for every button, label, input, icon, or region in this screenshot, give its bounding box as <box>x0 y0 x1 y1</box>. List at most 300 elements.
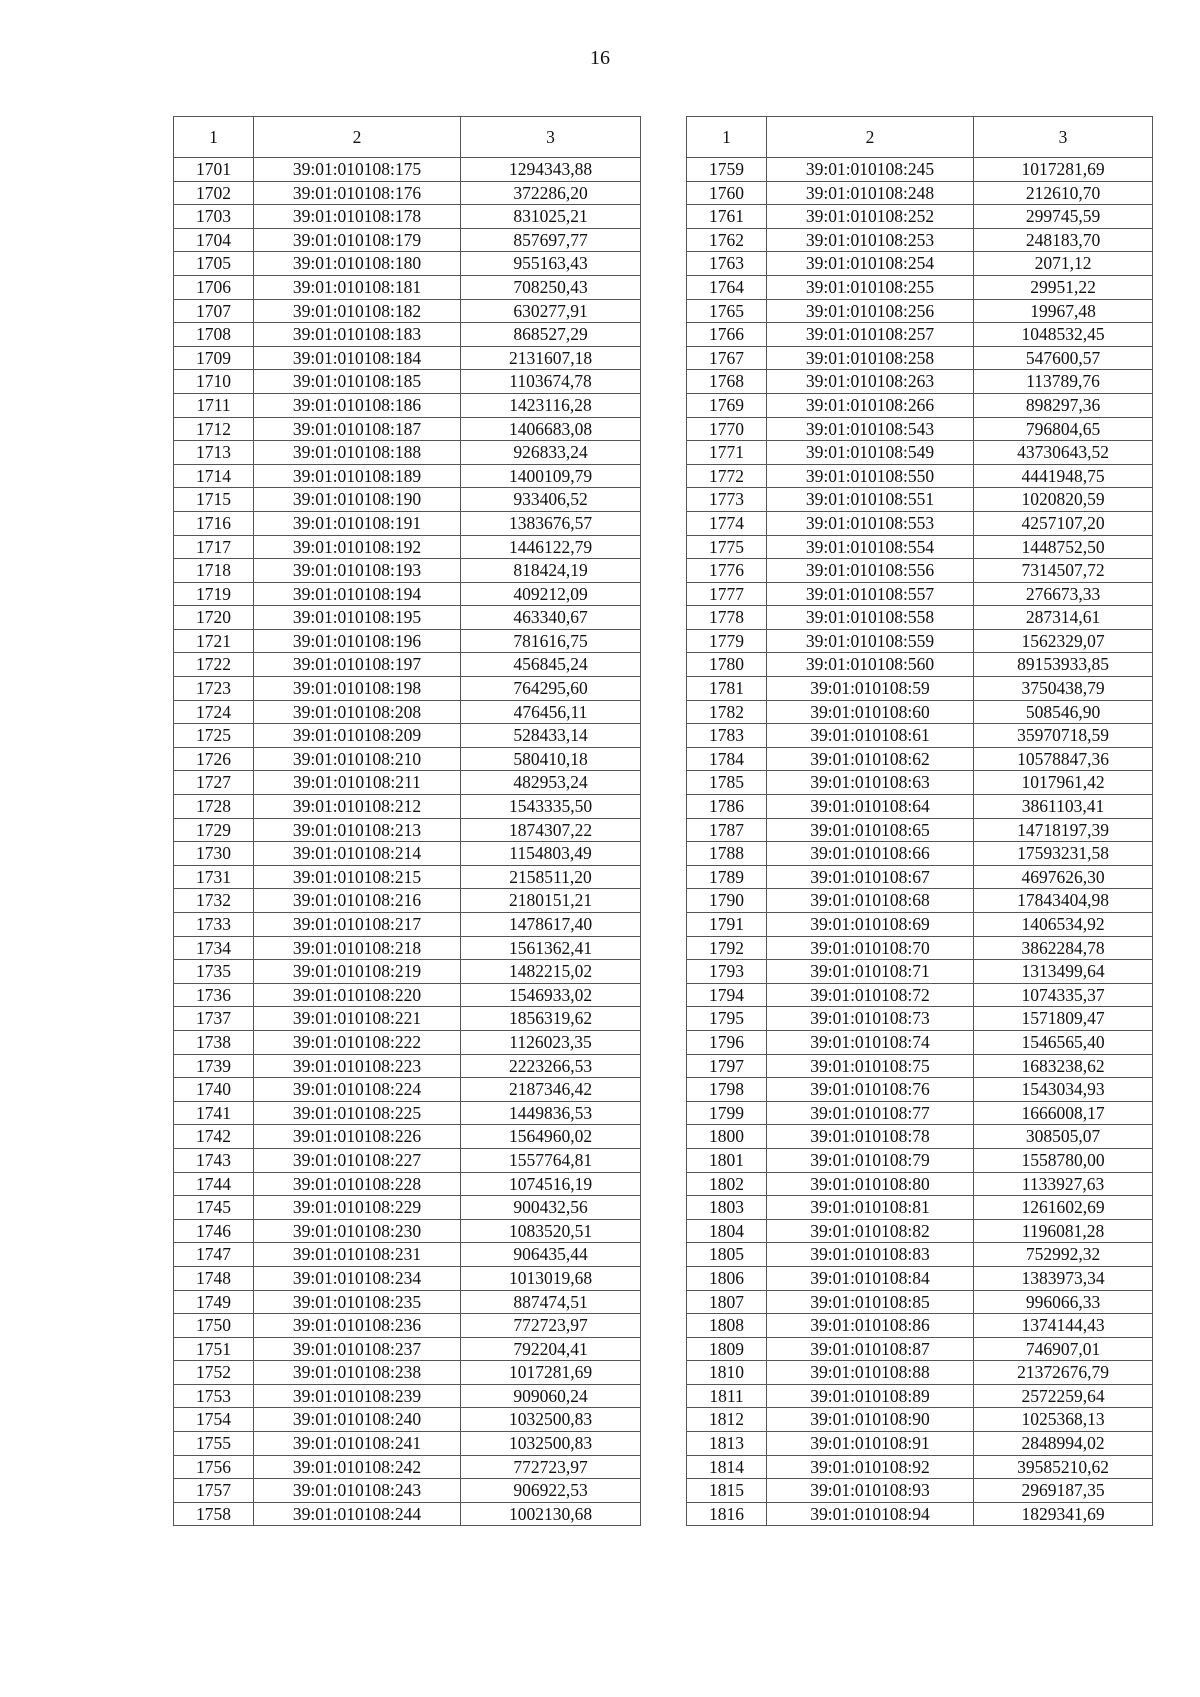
cell-row-number: 1716 <box>174 511 254 535</box>
cell-cadastral-number: 39:01:010108:225 <box>254 1101 461 1125</box>
cell-row-number: 1795 <box>687 1007 767 1031</box>
cell-value: 1543335,50 <box>461 795 641 819</box>
cell-row-number: 1729 <box>174 818 254 842</box>
table-row <box>687 323 1153 347</box>
cell-cadastral-number: 39:01:010108:62 <box>767 747 974 771</box>
cell-row-number: 1713 <box>174 441 254 465</box>
cell-value: 308505,07 <box>974 1125 1153 1149</box>
cell-row-number: 1722 <box>174 653 254 677</box>
cell-value: 955163,43 <box>461 252 641 276</box>
table-row <box>174 1054 641 1078</box>
cell-row-number: 1738 <box>174 1030 254 1054</box>
table-row <box>687 417 1153 441</box>
cell-value: 476456,11 <box>461 700 641 724</box>
table-row <box>687 1219 1153 1243</box>
table-row <box>174 1408 641 1432</box>
table-row <box>174 582 641 606</box>
cell-cadastral-number: 39:01:010108:183 <box>254 323 461 347</box>
table-row <box>687 275 1153 299</box>
cell-cadastral-number: 39:01:010108:550 <box>767 464 974 488</box>
cell-value: 1032500,83 <box>461 1432 641 1456</box>
cell-row-number: 1733 <box>174 913 254 937</box>
table-row <box>687 299 1153 323</box>
column-header-number: 1 <box>687 117 767 158</box>
cell-value: 1448752,50 <box>974 535 1153 559</box>
cell-cadastral-number: 39:01:010108:194 <box>254 582 461 606</box>
column-header-number: 1 <box>174 117 254 158</box>
cell-cadastral-number: 39:01:010108:248 <box>767 181 974 205</box>
cell-row-number: 1803 <box>687 1196 767 1220</box>
cell-row-number: 1815 <box>687 1479 767 1503</box>
cell-value: 933406,52 <box>461 488 641 512</box>
cell-value: 1666008,17 <box>974 1101 1153 1125</box>
table-row <box>174 1455 641 1479</box>
cell-cadastral-number: 39:01:010108:74 <box>767 1030 974 1054</box>
table-row <box>174 158 641 182</box>
cell-row-number: 1734 <box>174 936 254 960</box>
cell-cadastral-number: 39:01:010108:184 <box>254 346 461 370</box>
cell-value: 1313499,64 <box>974 960 1153 984</box>
cell-row-number: 1802 <box>687 1172 767 1196</box>
cell-value: 547600,57 <box>974 346 1153 370</box>
cell-cadastral-number: 39:01:010108:185 <box>254 370 461 394</box>
cell-cadastral-number: 39:01:010108:543 <box>767 417 974 441</box>
cell-cadastral-number: 39:01:010108:558 <box>767 606 974 630</box>
cell-row-number: 1715 <box>174 488 254 512</box>
cell-value: 857697,77 <box>461 228 641 252</box>
cell-row-number: 1797 <box>687 1054 767 1078</box>
cell-row-number: 1748 <box>174 1266 254 1290</box>
cell-cadastral-number: 39:01:010108:244 <box>254 1502 461 1526</box>
cell-cadastral-number: 39:01:010108:224 <box>254 1078 461 1102</box>
table-row <box>174 606 641 630</box>
cell-row-number: 1773 <box>687 488 767 512</box>
cell-cadastral-number: 39:01:010108:191 <box>254 511 461 535</box>
cell-value: 2572259,64 <box>974 1384 1153 1408</box>
table-row <box>174 1078 641 1102</box>
cell-value: 1294343,88 <box>461 158 641 182</box>
table-row <box>174 1337 641 1361</box>
cell-row-number: 1763 <box>687 252 767 276</box>
cell-value: 1048532,45 <box>974 323 1153 347</box>
cell-cadastral-number: 39:01:010108:222 <box>254 1030 461 1054</box>
table-row <box>687 370 1153 394</box>
table-row <box>174 323 641 347</box>
cell-value: 1482215,02 <box>461 960 641 984</box>
cell-cadastral-number: 39:01:010108:72 <box>767 983 974 1007</box>
cell-value: 1558780,00 <box>974 1148 1153 1172</box>
cell-row-number: 1781 <box>687 677 767 701</box>
cell-value: 906922,53 <box>461 1479 641 1503</box>
cell-row-number: 1719 <box>174 582 254 606</box>
cell-cadastral-number: 39:01:010108:89 <box>767 1384 974 1408</box>
cell-cadastral-number: 39:01:010108:186 <box>254 393 461 417</box>
cell-value: 463340,67 <box>461 606 641 630</box>
cell-row-number: 1753 <box>174 1384 254 1408</box>
cell-cadastral-number: 39:01:010108:80 <box>767 1172 974 1196</box>
cell-cadastral-number: 39:01:010108:221 <box>254 1007 461 1031</box>
cell-cadastral-number: 39:01:010108:59 <box>767 677 974 701</box>
table-row <box>174 747 641 771</box>
cell-value: 1133927,63 <box>974 1172 1153 1196</box>
cell-row-number: 1735 <box>174 960 254 984</box>
cell-value: 1126023,35 <box>461 1030 641 1054</box>
cell-cadastral-number: 39:01:010108:226 <box>254 1125 461 1149</box>
table-row <box>174 205 641 229</box>
column-header-cadastral-number: 2 <box>767 117 974 158</box>
table-row <box>174 559 641 583</box>
cell-cadastral-number: 39:01:010108:193 <box>254 559 461 583</box>
cell-row-number: 1745 <box>174 1196 254 1220</box>
cell-cadastral-number: 39:01:010108:211 <box>254 771 461 795</box>
table-row <box>687 228 1153 252</box>
cell-cadastral-number: 39:01:010108:63 <box>767 771 974 795</box>
cell-value: 772723,97 <box>461 1455 641 1479</box>
table-row <box>687 677 1153 701</box>
cell-row-number: 1766 <box>687 323 767 347</box>
cell-value: 926833,24 <box>461 441 641 465</box>
table-row <box>174 1125 641 1149</box>
cell-value: 2158511,20 <box>461 865 641 889</box>
cell-value: 17593231,58 <box>974 842 1153 866</box>
cell-value: 39585210,62 <box>974 1455 1153 1479</box>
cell-value: 906435,44 <box>461 1243 641 1267</box>
table-row <box>174 275 641 299</box>
cell-row-number: 1723 <box>174 677 254 701</box>
cell-row-number: 1785 <box>687 771 767 795</box>
cell-row-number: 1718 <box>174 559 254 583</box>
cell-row-number: 1778 <box>687 606 767 630</box>
cell-value: 2969187,35 <box>974 1479 1153 1503</box>
cell-cadastral-number: 39:01:010108:219 <box>254 960 461 984</box>
table-row <box>687 842 1153 866</box>
table-row <box>174 1266 641 1290</box>
cell-row-number: 1786 <box>687 795 767 819</box>
cell-row-number: 1770 <box>687 417 767 441</box>
cell-cadastral-number: 39:01:010108:215 <box>254 865 461 889</box>
table-row <box>687 441 1153 465</box>
cell-row-number: 1702 <box>174 181 254 205</box>
table-row <box>174 771 641 795</box>
cell-row-number: 1739 <box>174 1054 254 1078</box>
table-row <box>174 1148 641 1172</box>
cell-value: 2187346,42 <box>461 1078 641 1102</box>
table-row <box>174 1219 641 1243</box>
cell-row-number: 1765 <box>687 299 767 323</box>
cell-cadastral-number: 39:01:010108:79 <box>767 1148 974 1172</box>
cell-value: 772723,97 <box>461 1314 641 1338</box>
cell-row-number: 1796 <box>687 1030 767 1054</box>
table-row <box>687 1172 1153 1196</box>
table-row <box>687 1243 1153 1267</box>
cell-value: 10578847,36 <box>974 747 1153 771</box>
cell-row-number: 1776 <box>687 559 767 583</box>
cell-cadastral-number: 39:01:010108:69 <box>767 913 974 937</box>
cell-value: 89153933,85 <box>974 653 1153 677</box>
table-row <box>174 700 641 724</box>
cell-row-number: 1744 <box>174 1172 254 1196</box>
cell-value: 3861103,41 <box>974 795 1153 819</box>
cell-value: 1406534,92 <box>974 913 1153 937</box>
cell-value: 1374144,43 <box>974 1314 1153 1338</box>
cell-row-number: 1764 <box>687 275 767 299</box>
cell-value: 1013019,68 <box>461 1266 641 1290</box>
cell-cadastral-number: 39:01:010108:208 <box>254 700 461 724</box>
table-row <box>687 1479 1153 1503</box>
cell-row-number: 1720 <box>174 606 254 630</box>
cell-cadastral-number: 39:01:010108:175 <box>254 158 461 182</box>
cell-value: 2131607,18 <box>461 346 641 370</box>
header-row <box>174 117 641 158</box>
cell-cadastral-number: 39:01:010108:77 <box>767 1101 974 1125</box>
cell-row-number: 1769 <box>687 393 767 417</box>
cell-cadastral-number: 39:01:010108:214 <box>254 842 461 866</box>
cell-cadastral-number: 39:01:010108:230 <box>254 1219 461 1243</box>
cell-value: 1874307,22 <box>461 818 641 842</box>
cell-row-number: 1736 <box>174 983 254 1007</box>
cell-cadastral-number: 39:01:010108:88 <box>767 1361 974 1385</box>
cell-cadastral-number: 39:01:010108:94 <box>767 1502 974 1526</box>
cell-value: 831025,21 <box>461 205 641 229</box>
table-row <box>687 983 1153 1007</box>
cell-value: 1546933,02 <box>461 983 641 1007</box>
cell-value: 3750438,79 <box>974 677 1153 701</box>
cell-value: 1683238,62 <box>974 1054 1153 1078</box>
cell-value: 1074335,37 <box>974 983 1153 1007</box>
table-row <box>174 913 641 937</box>
cell-row-number: 1754 <box>174 1408 254 1432</box>
cell-row-number: 1760 <box>687 181 767 205</box>
table-row <box>687 346 1153 370</box>
cell-cadastral-number: 39:01:010108:238 <box>254 1361 461 1385</box>
cell-row-number: 1780 <box>687 653 767 677</box>
cell-row-number: 1751 <box>174 1337 254 1361</box>
cell-value: 1196081,28 <box>974 1219 1153 1243</box>
table-row <box>687 511 1153 535</box>
table-row <box>687 1078 1153 1102</box>
table-row <box>687 1101 1153 1125</box>
cell-row-number: 1812 <box>687 1408 767 1432</box>
cell-cadastral-number: 39:01:010108:82 <box>767 1219 974 1243</box>
table-row <box>174 842 641 866</box>
cell-value: 3862284,78 <box>974 936 1153 960</box>
cell-cadastral-number: 39:01:010108:235 <box>254 1290 461 1314</box>
cell-row-number: 1791 <box>687 913 767 937</box>
table-row <box>174 889 641 913</box>
cell-value: 1856319,62 <box>461 1007 641 1031</box>
table-row <box>687 1502 1153 1526</box>
table-row <box>174 511 641 535</box>
cell-row-number: 1714 <box>174 464 254 488</box>
table-row <box>174 1479 641 1503</box>
page-number: 16 <box>590 47 610 69</box>
cell-row-number: 1804 <box>687 1219 767 1243</box>
cell-value: 1478617,40 <box>461 913 641 937</box>
table-row <box>687 1314 1153 1338</box>
cell-row-number: 1728 <box>174 795 254 819</box>
cell-row-number: 1793 <box>687 960 767 984</box>
cell-row-number: 1712 <box>174 417 254 441</box>
cell-row-number: 1740 <box>174 1078 254 1102</box>
cell-row-number: 1746 <box>174 1219 254 1243</box>
cell-row-number: 1759 <box>687 158 767 182</box>
cell-cadastral-number: 39:01:010108:188 <box>254 441 461 465</box>
table-row <box>687 1030 1153 1054</box>
table-row <box>174 1196 641 1220</box>
table-row <box>687 1361 1153 1385</box>
cell-value: 1017961,42 <box>974 771 1153 795</box>
cell-row-number: 1706 <box>174 275 254 299</box>
cell-value: 1032500,83 <box>461 1408 641 1432</box>
cell-cadastral-number: 39:01:010108:75 <box>767 1054 974 1078</box>
cell-cadastral-number: 39:01:010108:196 <box>254 629 461 653</box>
cell-value: 1546565,40 <box>974 1030 1153 1054</box>
table-row <box>174 653 641 677</box>
cell-row-number: 1743 <box>174 1148 254 1172</box>
cell-cadastral-number: 39:01:010108:257 <box>767 323 974 347</box>
cell-cadastral-number: 39:01:010108:253 <box>767 228 974 252</box>
table-row <box>174 629 641 653</box>
cell-value: 2071,12 <box>974 252 1153 276</box>
cell-value: 528433,14 <box>461 724 641 748</box>
cell-row-number: 1814 <box>687 1455 767 1479</box>
cell-row-number: 1782 <box>687 700 767 724</box>
table-row <box>687 1384 1153 1408</box>
cell-row-number: 1707 <box>174 299 254 323</box>
table-row <box>687 889 1153 913</box>
cell-row-number: 1800 <box>687 1125 767 1149</box>
cell-row-number: 1721 <box>174 629 254 653</box>
cell-value: 299745,59 <box>974 205 1153 229</box>
cell-row-number: 1768 <box>687 370 767 394</box>
table-row <box>174 1030 641 1054</box>
cell-value: 21372676,79 <box>974 1361 1153 1385</box>
cell-cadastral-number: 39:01:010108:189 <box>254 464 461 488</box>
cell-value: 248183,70 <box>974 228 1153 252</box>
table-row <box>687 1432 1153 1456</box>
cell-row-number: 1798 <box>687 1078 767 1102</box>
cell-cadastral-number: 39:01:010108:182 <box>254 299 461 323</box>
cell-cadastral-number: 39:01:010108:68 <box>767 889 974 913</box>
cell-cadastral-number: 39:01:010108:223 <box>254 1054 461 1078</box>
cell-row-number: 1771 <box>687 441 767 465</box>
cell-value: 1561362,41 <box>461 936 641 960</box>
cell-row-number: 1701 <box>174 158 254 182</box>
cell-cadastral-number: 39:01:010108:65 <box>767 818 974 842</box>
cell-row-number: 1741 <box>174 1101 254 1125</box>
table-row <box>687 559 1153 583</box>
column-header-value: 3 <box>974 117 1153 158</box>
table-row <box>687 158 1153 182</box>
cell-cadastral-number: 39:01:010108:241 <box>254 1432 461 1456</box>
cell-row-number: 1709 <box>174 346 254 370</box>
cell-row-number: 1730 <box>174 842 254 866</box>
cell-value: 14718197,39 <box>974 818 1153 842</box>
cell-cadastral-number: 39:01:010108:67 <box>767 865 974 889</box>
cell-row-number: 1704 <box>174 228 254 252</box>
cell-cadastral-number: 39:01:010108:218 <box>254 936 461 960</box>
cell-cadastral-number: 39:01:010108:560 <box>767 653 974 677</box>
cell-value: 1562329,07 <box>974 629 1153 653</box>
table-row <box>687 582 1153 606</box>
cell-value: 456845,24 <box>461 653 641 677</box>
cell-cadastral-number: 39:01:010108:92 <box>767 1455 974 1479</box>
cell-cadastral-number: 39:01:010108:181 <box>254 275 461 299</box>
cell-cadastral-number: 39:01:010108:86 <box>767 1314 974 1338</box>
cell-value: 1406683,08 <box>461 417 641 441</box>
table-row <box>687 606 1153 630</box>
cell-value: 35970718,59 <box>974 724 1153 748</box>
cell-cadastral-number: 39:01:010108:83 <box>767 1243 974 1267</box>
table-row <box>687 960 1153 984</box>
cell-cadastral-number: 39:01:010108:210 <box>254 747 461 771</box>
table-row <box>174 1243 641 1267</box>
cell-cadastral-number: 39:01:010108:554 <box>767 535 974 559</box>
cell-row-number: 1777 <box>687 582 767 606</box>
cell-value: 1400109,79 <box>461 464 641 488</box>
cell-cadastral-number: 39:01:010108:71 <box>767 960 974 984</box>
cell-row-number: 1807 <box>687 1290 767 1314</box>
cell-row-number: 1732 <box>174 889 254 913</box>
cell-value: 580410,18 <box>461 747 641 771</box>
cell-cadastral-number: 39:01:010108:227 <box>254 1148 461 1172</box>
table-row <box>687 865 1153 889</box>
cell-row-number: 1708 <box>174 323 254 347</box>
table-row <box>687 1266 1153 1290</box>
cell-value: 868527,29 <box>461 323 641 347</box>
cell-value: 1449836,53 <box>461 1101 641 1125</box>
cell-cadastral-number: 39:01:010108:93 <box>767 1479 974 1503</box>
table-row <box>174 228 641 252</box>
cell-row-number: 1783 <box>687 724 767 748</box>
table-row <box>687 1007 1153 1031</box>
cell-value: 1020820,59 <box>974 488 1153 512</box>
table-row <box>174 535 641 559</box>
table-row <box>174 393 641 417</box>
table-row <box>687 700 1153 724</box>
cell-row-number: 1787 <box>687 818 767 842</box>
cell-cadastral-number: 39:01:010108:245 <box>767 158 974 182</box>
cell-value: 1571809,47 <box>974 1007 1153 1031</box>
table-row <box>174 960 641 984</box>
table-row <box>174 464 641 488</box>
cell-value: 482953,24 <box>461 771 641 795</box>
cell-cadastral-number: 39:01:010108:255 <box>767 275 974 299</box>
cell-cadastral-number: 39:01:010108:254 <box>767 252 974 276</box>
cell-row-number: 1767 <box>687 346 767 370</box>
table-row <box>687 1455 1153 1479</box>
cell-value: 212610,70 <box>974 181 1153 205</box>
table-row <box>174 1361 641 1385</box>
cell-row-number: 1762 <box>687 228 767 252</box>
cell-cadastral-number: 39:01:010108:209 <box>254 724 461 748</box>
table-row <box>687 653 1153 677</box>
cell-value: 746907,01 <box>974 1337 1153 1361</box>
table-row <box>174 865 641 889</box>
table-row <box>174 1007 641 1031</box>
table-row <box>174 795 641 819</box>
cell-cadastral-number: 39:01:010108:234 <box>254 1266 461 1290</box>
cell-value: 1083520,51 <box>461 1219 641 1243</box>
cell-value: 4697626,30 <box>974 865 1153 889</box>
cell-cadastral-number: 39:01:010108:216 <box>254 889 461 913</box>
table-row <box>174 441 641 465</box>
cell-row-number: 1705 <box>174 252 254 276</box>
cell-cadastral-number: 39:01:010108:91 <box>767 1432 974 1456</box>
cell-cadastral-number: 39:01:010108:198 <box>254 677 461 701</box>
table-row <box>687 771 1153 795</box>
table-row <box>687 795 1153 819</box>
